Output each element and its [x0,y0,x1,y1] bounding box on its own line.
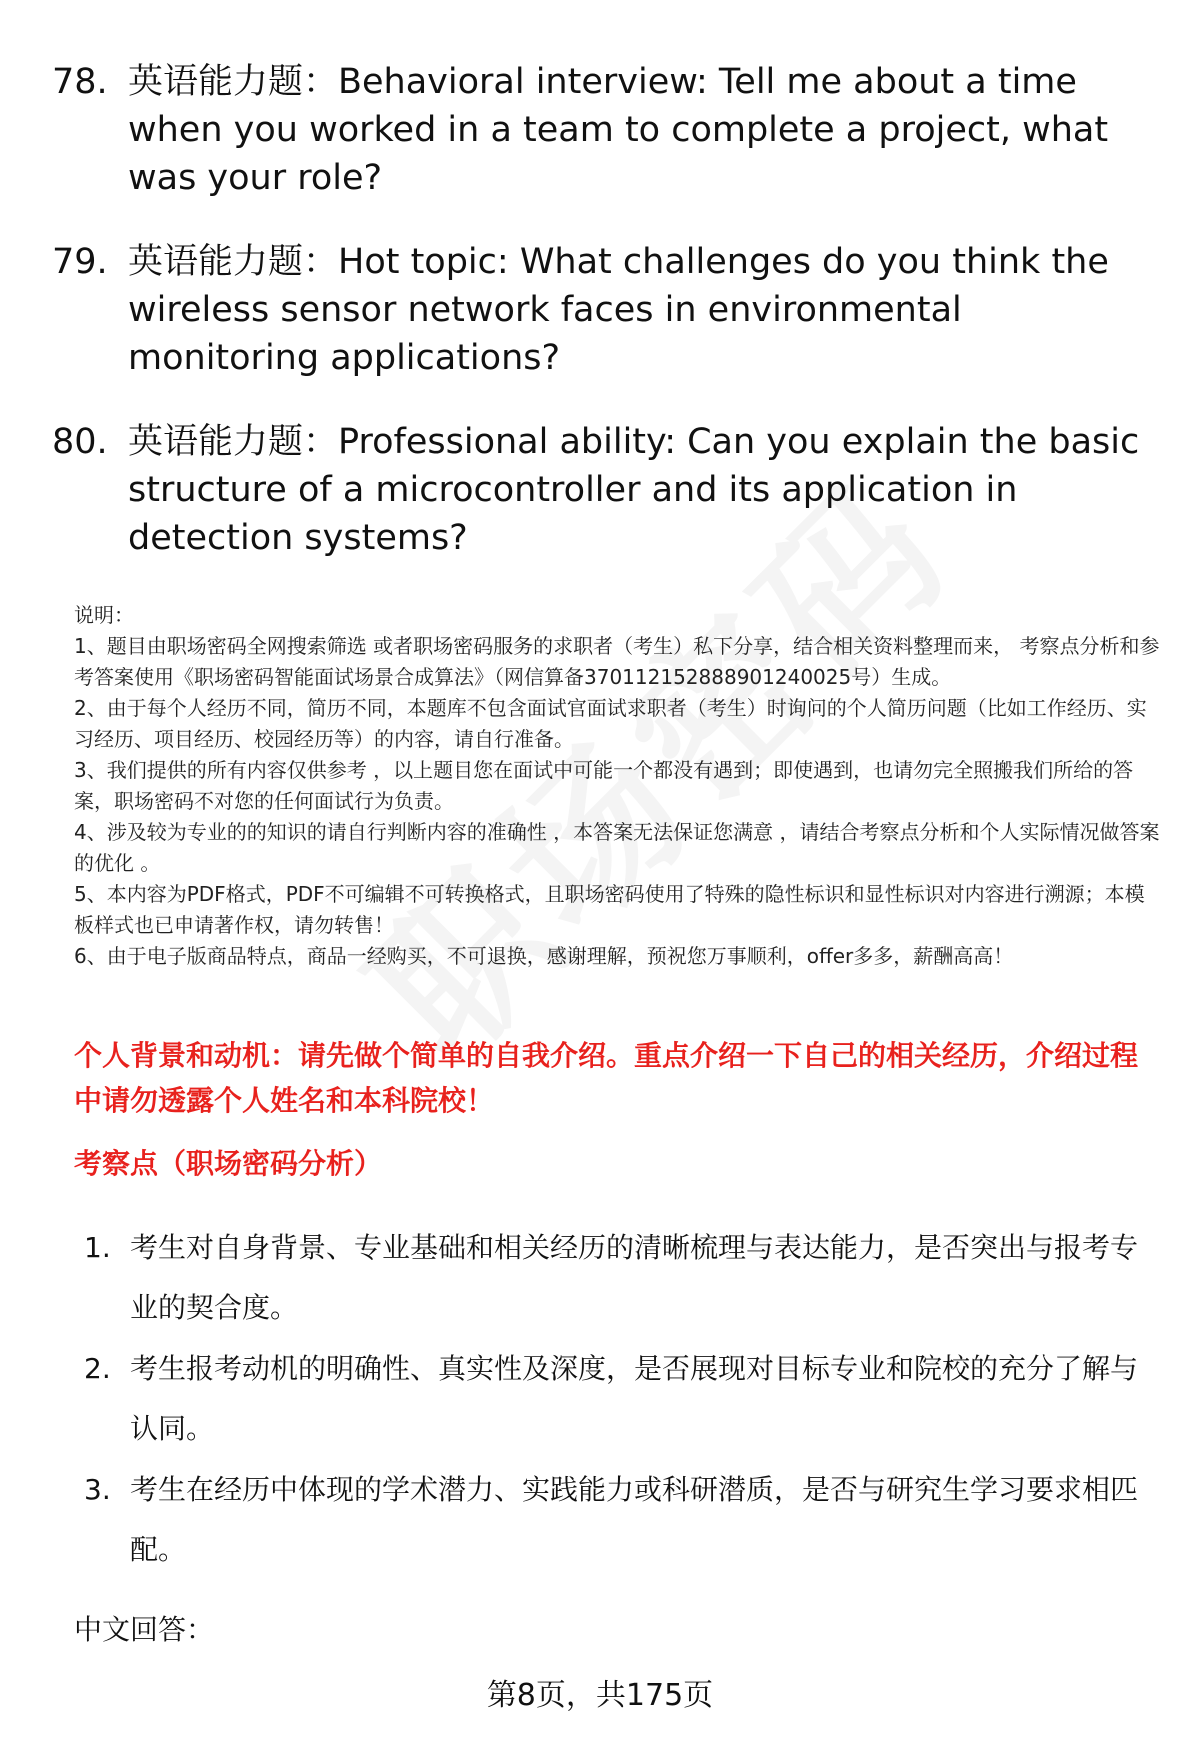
note-item: 6、由于电子版商品特点，商品一经购买，不可退换，感谢理解，预祝您万事顺利，offer多多，薪酬高高！ [74,944,1014,968]
question-item [52,238,1162,382]
note-item: 4、涉及较为专业的的知识的请自行判断内容的准确性 ，本答案无法保证您满意 ，请结合考察点分析和个人实际情况做答案的优化 。 [74,820,1160,875]
notes-section [74,600,1164,972]
question-list [52,58,1162,598]
question-item [52,418,1162,562]
question-number: 80. [52,422,108,462]
question-text: 英语能力题：Professional ability: Can you explain the basic structure of a microcontroller and its application in detection systems? [128,422,1140,558]
point-text: 考生在经历中体现的学术潜力、实践能力或科研潜质，是否与研究生学习要求相匹配。 [130,1473,1139,1566]
question-number: 78. [52,62,108,102]
point-text: 考生对自身背景、专业基础和相关经历的清晰梳理与表达能力，是否突出与报考专业的契合度。 [130,1231,1139,1324]
point-number: 3. [84,1473,111,1506]
notes-title: 说明： [74,603,134,627]
point-item [84,1339,1144,1459]
point-item [84,1460,1144,1580]
assessment-points [84,1218,1144,1581]
point-number: 2. [84,1352,111,1385]
note-item: 3、我们提供的所有内容仅供参考 ，以上题目您在面试中可能一个都没有遇到；即使遇到，也请勿完全照搬我们所给的答案，职场密码不对您的任何面试行为负责。 [74,758,1134,813]
note-item: 5、本内容为PDF格式，PDF不可编辑不可转换格式，且职场密码使用了特殊的隐性标识和显性标识对内容进行溯源；本模板样式也已申请著作权，请勿转售！ [74,882,1145,937]
question-text: 英语能力题：Hot topic: What challenges do you think the wireless sensor network faces in environmental monitoring applications? [128,242,1109,378]
question-text: 英语能力题：Behavioral interview: Tell me about a time when you worked in a team to complete a project, what was your role? [128,62,1109,198]
question-headline: 个人背景和动机：请先做个简单的自我介绍。重点介绍一下自己的相关经历，介绍过程中请勿透露个人姓名和本科院校！ [74,1039,1139,1117]
answer-label: 中文回答： [74,1613,215,1646]
note-item: 1、题目由职场密码全网搜索筛选 或者职场密码服务的求职者（考生）私下分享，结合相关资料整理而来， 考察点分析和参考答案使用《职场密码智能面试场景合成算法》（网信算备370112152888901240025号）生成。 [74,634,1160,689]
page-footer: 第8页，共175页 [486,1678,714,1713]
point-number: 1. [84,1231,111,1264]
question-item [52,58,1162,202]
point-text: 考生报考动机的明确性、真实性及深度，是否展现对目标专业和院校的充分了解与认同。 [130,1352,1139,1445]
point-item [84,1218,1144,1338]
question-number: 79. [52,242,108,282]
note-item: 2、由于每个人经历不同，简历不同，本题库不包含面试官面试求职者（考生）时询问的个人简历问题（比如工作经历、实习经历、项目经历、校园经历等）的内容，请自行准备。 [74,696,1147,751]
section-title: 考察点（职场密码分析） [74,1147,383,1180]
